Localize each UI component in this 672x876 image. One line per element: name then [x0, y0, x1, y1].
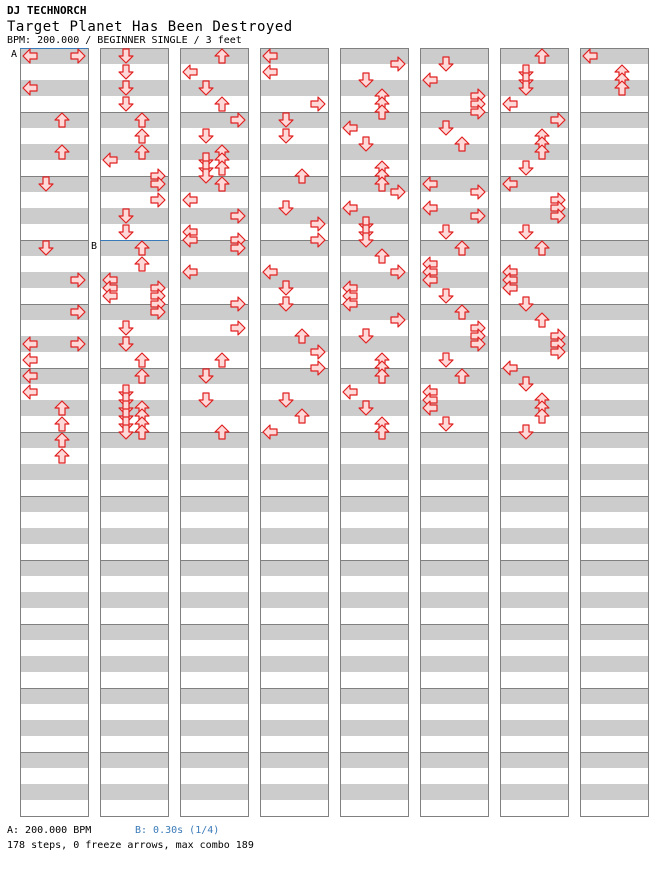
beat-stripe	[20, 784, 88, 800]
beat-stripe	[580, 304, 648, 320]
beat-stripe	[260, 528, 328, 544]
beat-stripe	[500, 432, 568, 448]
arrow-up	[215, 353, 229, 367]
beat-stripe	[340, 432, 408, 448]
beat-stripe	[580, 400, 648, 416]
stop-note: B: 0.30s (1/4)	[135, 825, 220, 836]
beat-stripe	[20, 176, 88, 192]
beat-stripe	[580, 656, 648, 672]
beat-stripe	[180, 592, 248, 608]
beat-stripe	[500, 752, 568, 768]
arrow-left	[343, 385, 357, 399]
arrow-right	[311, 97, 325, 111]
beat-stripe	[580, 560, 648, 576]
beat-stripe	[100, 112, 168, 128]
beat-stripe	[420, 784, 488, 800]
beat-stripe	[20, 560, 88, 576]
beat-stripe	[500, 656, 568, 672]
arrow-down	[519, 161, 533, 175]
beat-stripe	[100, 624, 168, 640]
beat-stripe	[260, 144, 328, 160]
beat-stripe	[100, 240, 168, 256]
arrow-down	[519, 225, 533, 239]
beat-stripe	[580, 80, 648, 96]
beat-stripe	[340, 784, 408, 800]
beat-stripe	[20, 624, 88, 640]
beat-stripe	[340, 400, 408, 416]
beat-stripe	[100, 784, 168, 800]
beat-stripe	[580, 624, 648, 640]
arrow-left	[183, 65, 197, 79]
beat-stripe	[260, 464, 328, 480]
beat-stripe	[420, 688, 488, 704]
beat-stripe	[180, 336, 248, 352]
beat-stripe	[100, 496, 168, 512]
arrow-up	[135, 353, 149, 367]
arrow-down	[439, 289, 453, 303]
beat-stripe	[420, 624, 488, 640]
beat-stripe	[100, 464, 168, 480]
beat-stripe	[260, 304, 328, 320]
beat-stripe	[260, 560, 328, 576]
beat-stripe	[20, 112, 88, 128]
beat-stripe	[420, 432, 488, 448]
beat-stripe	[500, 592, 568, 608]
arrow-down	[439, 225, 453, 239]
arrow-down	[439, 353, 453, 367]
beat-stripe	[500, 80, 568, 96]
beat-stripe	[420, 464, 488, 480]
beat-stripe	[340, 688, 408, 704]
beat-stripe	[420, 752, 488, 768]
song-title: Target Planet Has Been Destroyed	[7, 19, 293, 35]
beat-stripe	[180, 144, 248, 160]
arrow-up	[215, 97, 229, 111]
beat-stripe	[580, 240, 648, 256]
beat-stripe	[100, 560, 168, 576]
beat-stripe	[20, 752, 88, 768]
beat-stripe	[100, 400, 168, 416]
beat-stripe	[500, 720, 568, 736]
beat-stripe	[420, 240, 488, 256]
beat-stripe	[260, 656, 328, 672]
arrow-up	[215, 161, 229, 175]
beat-stripe	[340, 464, 408, 480]
beat-stripe	[100, 368, 168, 384]
beat-stripe	[100, 656, 168, 672]
beat-stripe	[340, 496, 408, 512]
beat-stripe	[340, 592, 408, 608]
arrow-down	[119, 225, 133, 239]
beat-stripe	[180, 560, 248, 576]
beat-stripe	[340, 240, 408, 256]
beat-stripe	[100, 752, 168, 768]
beat-stripe	[260, 592, 328, 608]
chart-info: BPM: 200.000 / BEGINNER SINGLE / 3 feet	[7, 35, 242, 46]
beat-stripe	[420, 496, 488, 512]
beat-stripe	[260, 176, 328, 192]
beat-stripe	[180, 624, 248, 640]
beat-stripe	[20, 240, 88, 256]
beat-stripe	[260, 624, 328, 640]
arrow-up	[135, 257, 149, 271]
beat-stripe	[420, 48, 488, 64]
beat-stripe	[420, 656, 488, 672]
arrow-up	[135, 129, 149, 143]
arrow-down	[119, 65, 133, 79]
beat-stripe	[260, 400, 328, 416]
artist-name: DJ TECHNORCH	[7, 4, 87, 17]
beat-stripe	[580, 208, 648, 224]
beat-stripe	[420, 528, 488, 544]
beat-stripe	[500, 304, 568, 320]
beat-stripe	[180, 528, 248, 544]
arrow-right	[151, 193, 165, 207]
beat-stripe	[580, 336, 648, 352]
beat-stripe	[580, 368, 648, 384]
beat-stripe	[180, 400, 248, 416]
beat-stripe	[580, 112, 648, 128]
beat-stripe	[100, 48, 168, 64]
beat-stripe	[340, 368, 408, 384]
beat-stripe	[500, 528, 568, 544]
arrow-down	[119, 97, 133, 111]
beat-stripe	[500, 496, 568, 512]
beat-stripe	[20, 528, 88, 544]
beat-stripe	[500, 688, 568, 704]
beat-stripe	[20, 688, 88, 704]
beat-stripe	[580, 464, 648, 480]
beat-stripe	[580, 432, 648, 448]
beat-stripe	[260, 752, 328, 768]
beat-stripe	[100, 336, 168, 352]
beat-stripe	[260, 496, 328, 512]
beat-stripe	[20, 400, 88, 416]
beat-stripe	[500, 560, 568, 576]
beat-stripe	[420, 144, 488, 160]
beat-stripe	[580, 784, 648, 800]
arrow-left	[263, 65, 277, 79]
arrow-up	[55, 417, 69, 431]
arrow-down	[199, 129, 213, 143]
beat-stripe	[420, 560, 488, 576]
beat-stripe	[420, 368, 488, 384]
arrow-left	[23, 385, 37, 399]
arrow-left	[23, 353, 37, 367]
beat-stripe	[580, 496, 648, 512]
step-summary: 178 steps, 0 freeze arrows, max combo 189	[7, 840, 254, 851]
beat-stripe	[420, 720, 488, 736]
beat-stripe	[580, 688, 648, 704]
beat-stripe	[260, 784, 328, 800]
beat-stripe	[100, 208, 168, 224]
beat-stripe	[260, 112, 328, 128]
bpm-note: A: 200.000 BPM	[7, 825, 92, 836]
arrow-down	[279, 129, 293, 143]
beat-stripe	[580, 592, 648, 608]
beat-stripe	[500, 784, 568, 800]
beat-stripe	[180, 656, 248, 672]
beat-stripe	[340, 560, 408, 576]
beat-stripe	[580, 144, 648, 160]
beat-stripe	[20, 656, 88, 672]
beat-stripe	[180, 720, 248, 736]
beat-stripe	[500, 464, 568, 480]
beat-stripe	[580, 272, 648, 288]
beat-stripe	[340, 656, 408, 672]
beat-stripe	[500, 240, 568, 256]
arrow-up	[55, 449, 69, 463]
beat-stripe	[340, 624, 408, 640]
beat-stripe	[100, 688, 168, 704]
beat-stripe	[20, 592, 88, 608]
beat-stripe	[340, 720, 408, 736]
beat-stripe	[100, 528, 168, 544]
arrow-right	[231, 321, 245, 335]
beat-stripe	[500, 624, 568, 640]
beat-stripe	[100, 80, 168, 96]
beat-stripe	[180, 752, 248, 768]
beat-stripe	[340, 752, 408, 768]
beat-stripe	[340, 336, 408, 352]
beat-stripe	[260, 688, 328, 704]
beat-stripe	[180, 80, 248, 96]
beat-stripe	[340, 144, 408, 160]
beat-stripe	[580, 752, 648, 768]
stop-marker-b: B	[91, 241, 98, 252]
beat-stripe	[180, 496, 248, 512]
beat-stripe	[180, 48, 248, 64]
beat-stripe	[180, 688, 248, 704]
beat-stripe	[580, 528, 648, 544]
beat-stripe	[20, 496, 88, 512]
beat-stripe	[500, 400, 568, 416]
arrow-left	[503, 97, 517, 111]
beat-stripe	[180, 784, 248, 800]
bpm-marker-a: A	[11, 49, 18, 60]
beat-stripe	[260, 720, 328, 736]
footer-notes	[7, 825, 220, 836]
beat-stripe	[100, 592, 168, 608]
arrow-down	[119, 321, 133, 335]
beat-stripe	[420, 304, 488, 320]
beat-stripe	[500, 48, 568, 64]
beat-stripe	[20, 464, 88, 480]
arrow-left	[183, 193, 197, 207]
beat-stripe	[180, 176, 248, 192]
beat-stripe	[580, 720, 648, 736]
beat-stripe	[180, 368, 248, 384]
beat-stripe	[420, 592, 488, 608]
beat-stripe	[340, 528, 408, 544]
beat-stripe	[260, 80, 328, 96]
beat-stripe	[100, 432, 168, 448]
beat-stripe	[20, 720, 88, 736]
beat-stripe	[580, 176, 648, 192]
beat-stripe	[20, 432, 88, 448]
beat-stripe	[180, 464, 248, 480]
beat-stripe	[100, 720, 168, 736]
beat-stripe	[20, 144, 88, 160]
arrow-down	[439, 417, 453, 431]
beat-stripe	[500, 144, 568, 160]
beat-stripe	[20, 208, 88, 224]
beat-stripe	[180, 432, 248, 448]
beat-stripe	[340, 80, 408, 96]
